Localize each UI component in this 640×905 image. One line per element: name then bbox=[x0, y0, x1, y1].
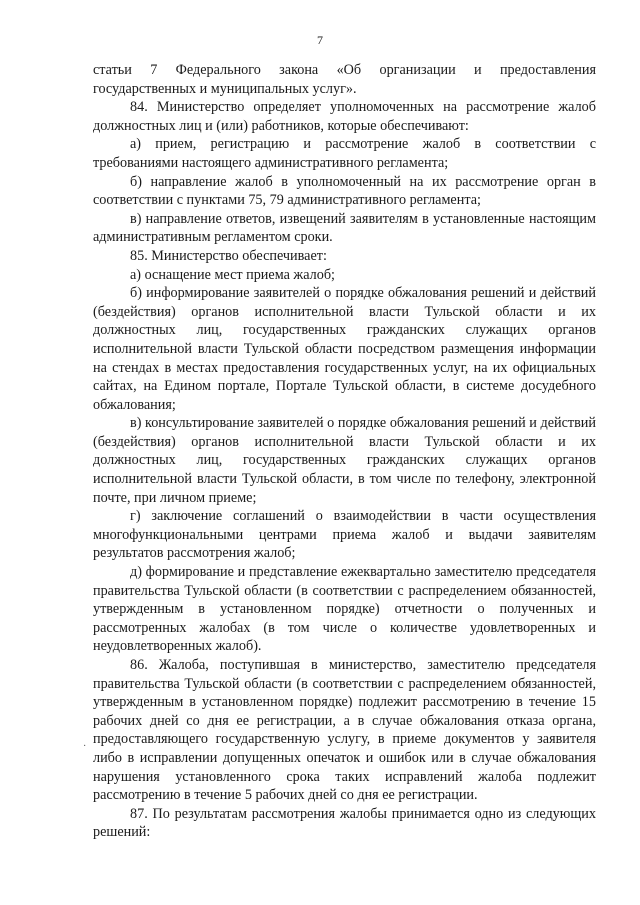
paragraph-86: 86. Жалоба, поступившая в министерство, заместителю председателя правительства Тульской области (в соответствии с распределением обязанностей, утвержденным в установленном порядке) подлежит рассмотрению в течение 15 рабочих дней со дня ее регистрации, а в случае обжалования отказа органа, предоставляющего государственную услугу, в приеме документов у заявителя либо в исправлении допущенных опечаток и ошибок или в случае обжалования нарушения установленного срока таких исправлений жалоба подлежит рассмотрению в течение 5 рабочих дней со дня ее регистрации. bbox=[93, 657, 596, 804]
paragraph-84-item-a: а) прием, регистрацию и рассмотрение жалоб в соответствии с требованиями настоящего административного регламента; bbox=[93, 136, 596, 171]
page-number: 7 bbox=[317, 33, 323, 47]
paragraph-85-item-v: в) консультирование заявителей о порядке обжалования решений и действий (бездействия) органов исполнительной власти Тульской области и их должностных лиц, государственных гражданских служащих органов исполнительной власти Тульской области, в том числе по телефону, электронной почте, при личном приеме; bbox=[93, 415, 596, 506]
paragraph-84: 84. Министерство определяет уполномоченных на рассмотрение жалоб должностных лиц и (или) работников, которые обеспечивают: bbox=[93, 99, 596, 134]
paragraph-84-item-v: в) направление ответов, извещений заявителям в установленные настоящим административным регламентом сроки. bbox=[93, 210, 596, 246]
document-body bbox=[93, 61, 596, 842]
paragraph-85-item-a: а) оснащение мест приема жалоб; bbox=[130, 266, 335, 283]
paragraph-continuation: статьи 7 Федерального закона «Об организации и предоставления государственных и муниципальных услуг». bbox=[93, 62, 596, 97]
paragraph-85-item-b: б) информирование заявителей о порядке обжалования решений и действий (бездействия) органов исполнительной власти Тульской области и их должностных лиц, государственных гражданских служащих органов исполнительной власти Тульской области посредством размещения информации на стендах в местах предоставления государственных услуг, на их официальных сайтах, на Едином портале, Портале Тульской области, в системе досудебного обжалования; bbox=[93, 285, 596, 413]
paragraph-84-item-b: б) направление жалоб в уполномоченный на их рассмотрение орган в соответствии с пунктами 75, 79 административного регламента; bbox=[93, 173, 596, 209]
paragraph-85-item-g: г) заключение соглашений о взаимодействии в части осуществления многофункциональными центрами приема жалоб и выдачи заявителям результатов рассмотрения жалоб; bbox=[93, 508, 596, 562]
paragraph-85: 85. Министерство обеспечивает: bbox=[130, 247, 327, 264]
paragraph-87: 87. По результатам рассмотрения жалобы принимается одно из следующих решений: bbox=[93, 805, 596, 841]
paragraph-85-item-d: д) формирование и представление ежеквартально заместителю председателя правительства Тульской области (в соответствии с распределением обязанностей, утвержденным в установленном порядке) отчетности о полученных и рассмотренных жалобах (в том числе о количестве удовлетворенных и неудовлетворенных жалоб). bbox=[93, 564, 596, 655]
margin-tick-mark: · bbox=[83, 741, 87, 752]
